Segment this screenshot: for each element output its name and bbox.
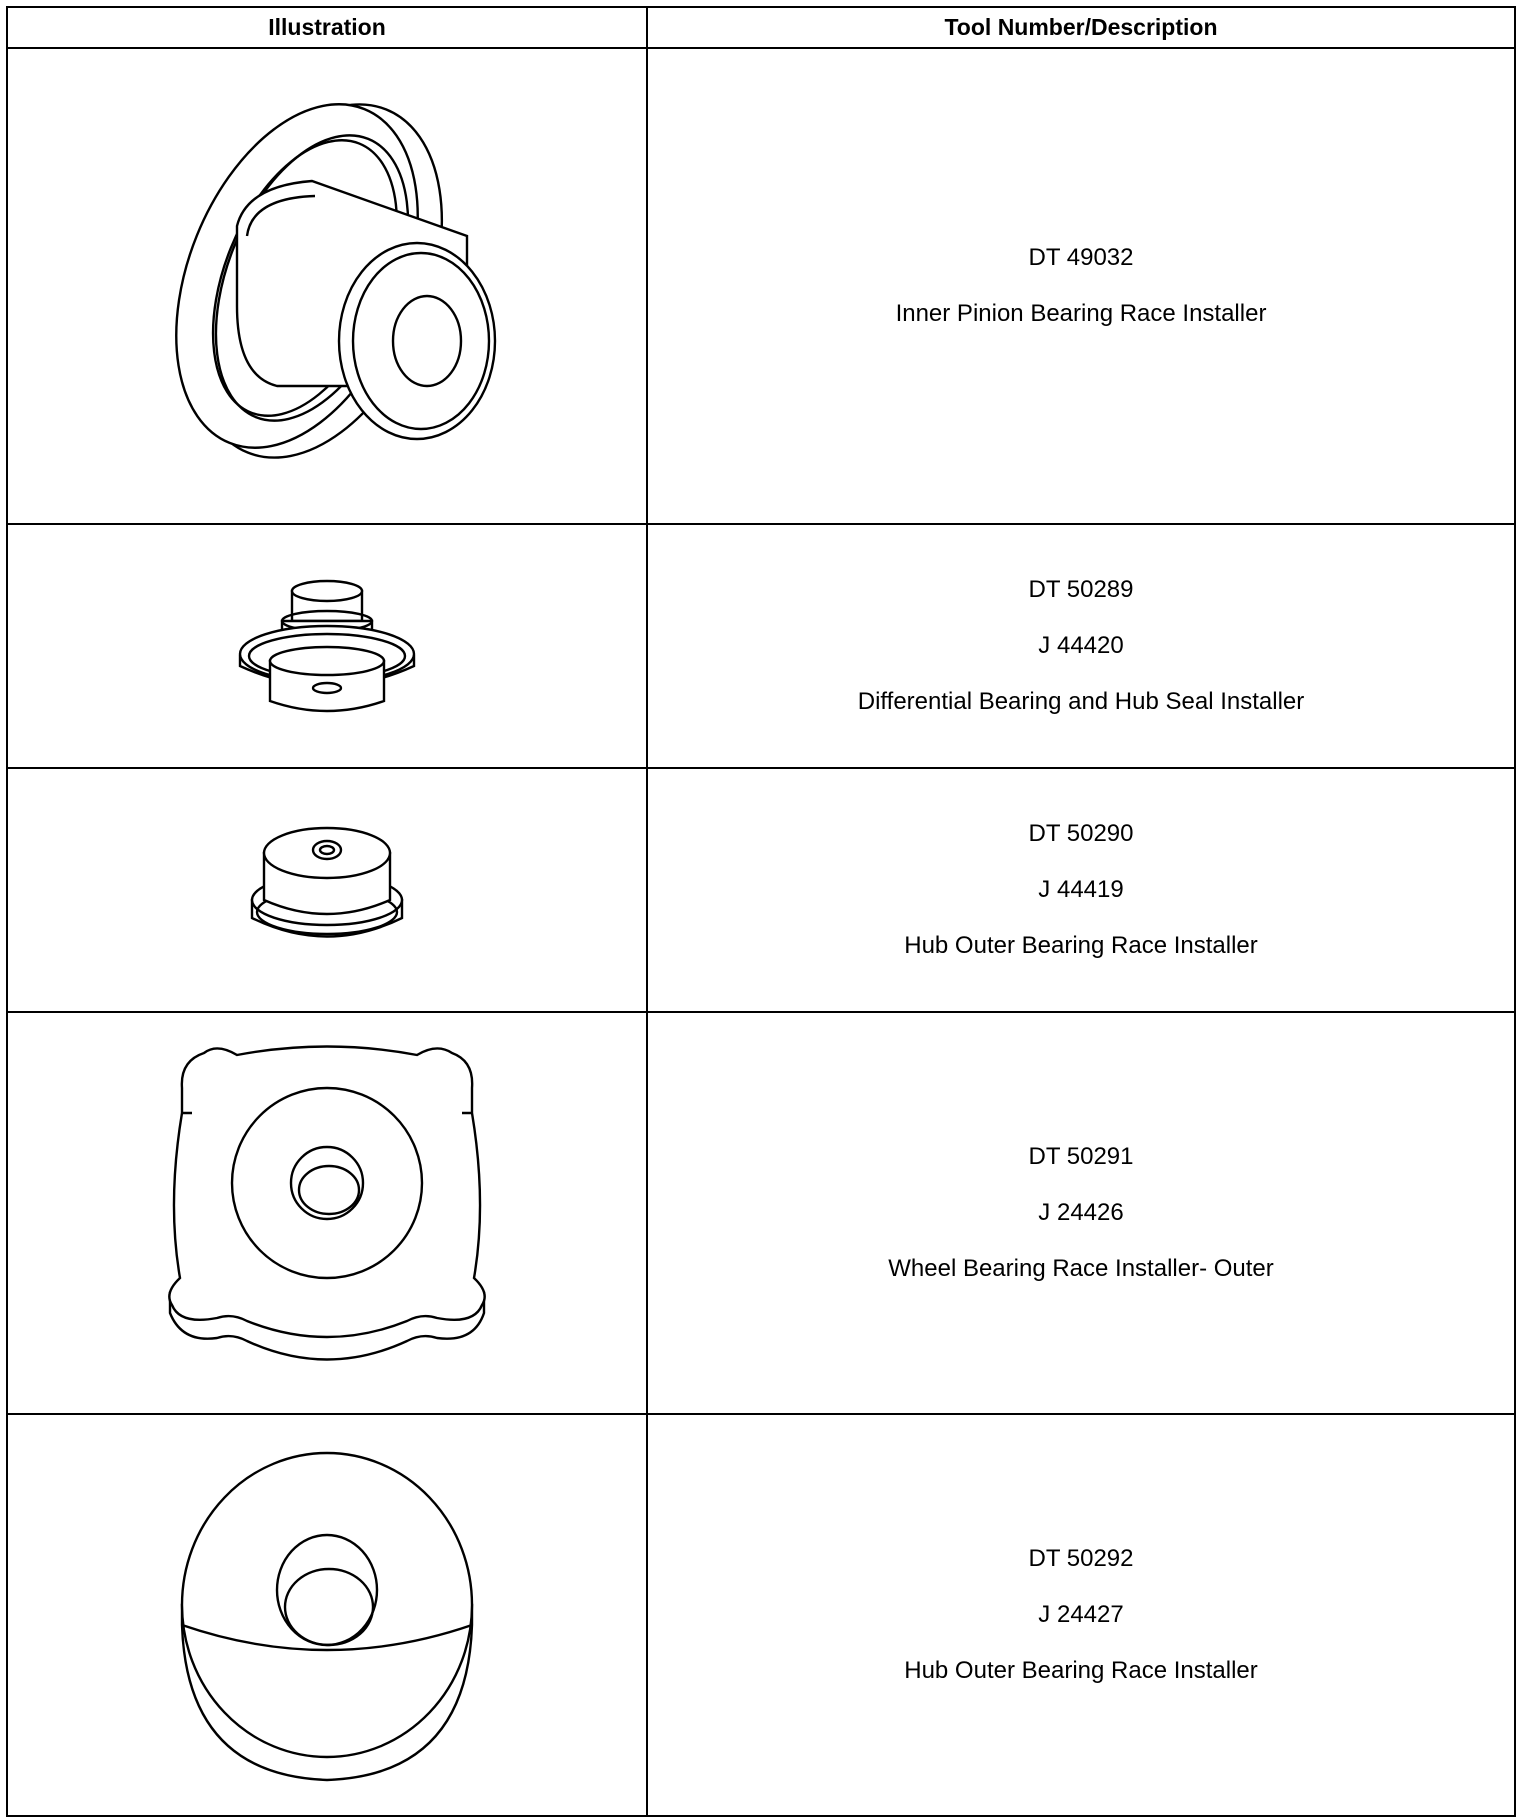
description-cell bbox=[647, 1414, 1515, 1816]
inner-pinion-race-installer-illustration bbox=[137, 86, 517, 486]
hub-outer-race-installer-stepped-illustration bbox=[247, 820, 407, 960]
description-cell bbox=[647, 48, 1515, 524]
table-row bbox=[7, 524, 1515, 768]
header-row bbox=[7, 7, 1515, 48]
table-row bbox=[7, 1414, 1515, 1816]
table-row bbox=[7, 48, 1515, 524]
tool-number: DT 50290 bbox=[1028, 820, 1134, 847]
tool-number-alt: J 44420 bbox=[1038, 632, 1124, 659]
tool-description: Differential Bearing and Hub Seal Installer bbox=[857, 688, 1305, 715]
header-tool-description: Tool Number/Description bbox=[647, 7, 1515, 48]
tool-description: Hub Outer Bearing Race Installer bbox=[904, 932, 1258, 959]
tool-number-alt: J 24426 bbox=[1038, 1199, 1124, 1226]
tool-number-alt: J 24427 bbox=[1038, 1601, 1124, 1628]
tool-number: DT 50291 bbox=[1028, 1143, 1134, 1170]
header-illustration: Illustration bbox=[7, 7, 647, 48]
wheel-bearing-race-installer-outer-illustration bbox=[162, 1043, 492, 1383]
differential-bearing-hub-seal-installer-illustration bbox=[237, 566, 417, 726]
tool-number: DT 49032 bbox=[1028, 244, 1134, 271]
tool-table bbox=[6, 6, 1516, 1817]
tool-description: Wheel Bearing Race Installer- Outer bbox=[888, 1255, 1274, 1282]
tool-number: DT 50292 bbox=[1028, 1545, 1134, 1572]
tool-description: Hub Outer Bearing Race Installer bbox=[904, 1657, 1258, 1684]
tool-description: Inner Pinion Bearing Race Installer bbox=[895, 300, 1267, 327]
illustration-cell bbox=[7, 48, 647, 524]
table-row bbox=[7, 768, 1515, 1012]
table-row bbox=[7, 1012, 1515, 1414]
illustration-cell bbox=[7, 524, 647, 768]
tool-number-alt: J 44419 bbox=[1038, 876, 1124, 903]
description-cell bbox=[647, 524, 1515, 768]
hub-outer-race-installer-disc-illustration bbox=[177, 1445, 477, 1785]
description-cell bbox=[647, 768, 1515, 1012]
description-cell bbox=[647, 1012, 1515, 1414]
illustration-cell bbox=[7, 1012, 647, 1414]
illustration-cell bbox=[7, 1414, 647, 1816]
tool-number: DT 50289 bbox=[1028, 576, 1134, 603]
illustration-cell bbox=[7, 768, 647, 1012]
